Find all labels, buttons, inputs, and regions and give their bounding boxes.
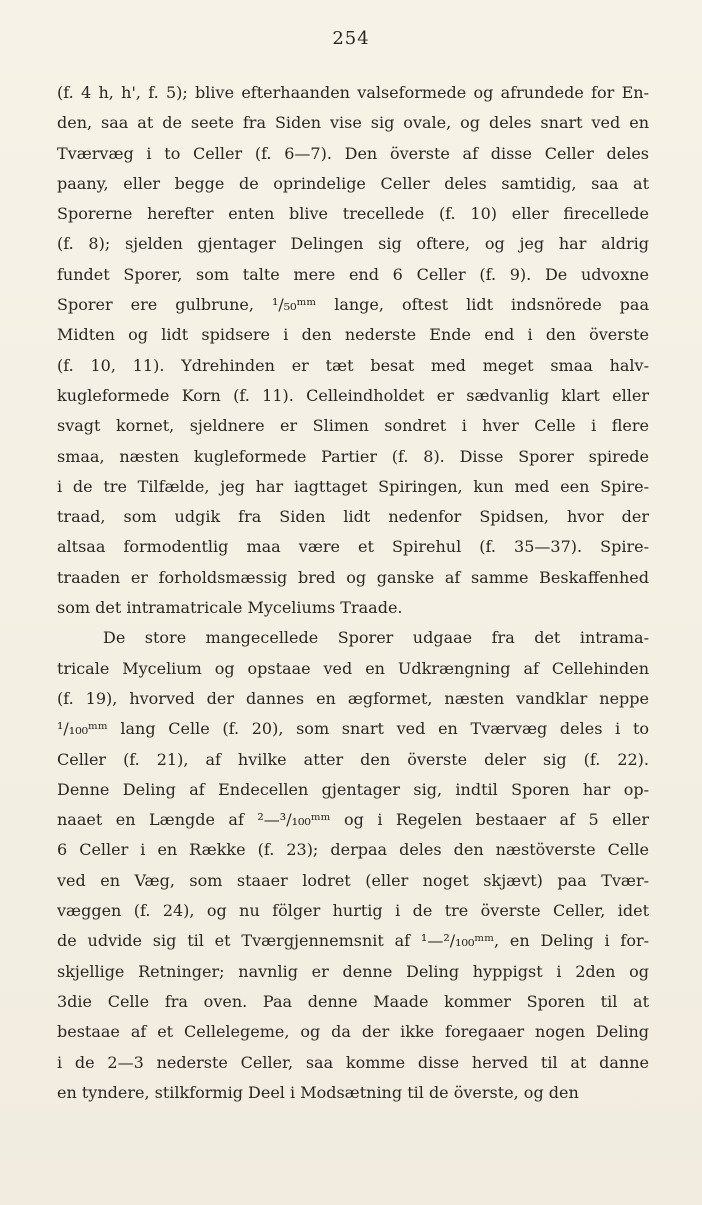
- text-line: Midten og lidt spidsere i den nederste Ende end i den överste: [57, 325, 649, 345]
- text-line: som det intramatricale Myceliums Traade.: [57, 598, 403, 618]
- text-line: Tværvæg i to Celler (f. 6—7). Den överste af disse Celler deles: [57, 143, 649, 163]
- text-line: i de 2—3 nederste Celler, saa komme disse herved til at danne: [57, 1052, 649, 1072]
- text-line: skjellige Retninger; navnlig er denne Deling hyppigst i 2den og: [57, 961, 649, 981]
- text-line: Sporer ere gulbrune, ¹/₅₀ᵐᵐ lange, oftest lidt indsnörede paa: [57, 295, 649, 315]
- text-line: (f. 19), hvorved der dannes en ægformet, næsten vandklar neppe: [57, 688, 649, 708]
- text-line: tricale Mycelium og opstaae ved en Udkrængning af Cellehinden: [57, 658, 649, 678]
- text-line: Denne Deling af Endecellen gjentager sig, indtil Sporen har op-: [57, 779, 649, 799]
- text-line: (f. 8); sjelden gjentager Delingen sig oftere, og jeg har aldrig: [57, 234, 649, 254]
- text-line: traaden er forholdsmæssig bred og ganske af samme Beskaffenhed: [57, 567, 649, 587]
- text-line: ¹/₁₀₀ᵐᵐ lang Celle (f. 20), som snart ved en Tværvæg deles i to: [57, 719, 649, 739]
- text-line: den, saa at de seete fra Siden vise sig ovale, og deles snart ved en: [57, 113, 649, 133]
- text-line: svagt kornet, sjeldnere er Slimen sondret i hver Celle i flere: [57, 416, 649, 436]
- text-line: (f. 4 h, h', f. 5); blive efterhaanden valseformede og afrundede for En-: [57, 83, 649, 102]
- text-line: 6 Celler i en Række (f. 23); derpaa deles den næstöverste Celle: [57, 840, 649, 860]
- text-line: en tyndere, stilkformig Deel i Modsætning til de överste, og den: [57, 1082, 579, 1102]
- text-line: Celler (f. 21), af hvilke atter den överste deler sig (f. 22).: [57, 749, 649, 769]
- text-line: De store mangecellede Sporer udgaae fra det intrama-: [103, 628, 649, 648]
- text-line: de udvide sig til et Tværgjennemsnit af ¹—²/₁₀₀ᵐᵐ, en Deling i for-: [57, 931, 649, 951]
- text-line: traad, som udgik fra Siden lidt nedenfor Spidsen, hvor der: [57, 507, 649, 527]
- text-line: væggen (f. 24), og nu fölger hurtig i de tre överste Celler, idet: [57, 901, 649, 921]
- text-line: altsaa formodentlig maa være et Spirehul (f. 35—37). Spire-: [57, 537, 649, 557]
- text-line: kugleformede Korn (f. 11). Celleindholdet er sædvanlig klart eller: [57, 385, 649, 405]
- page-number: 254: [332, 28, 370, 49]
- text-line: bestaae af et Cellelegeme, og da der ikke foregaaer nogen Deling: [57, 1022, 649, 1042]
- body-text: [57, 78, 649, 1108]
- text-line: 3die Celle fra oven. Paa denne Maade kommer Sporen til at: [57, 991, 649, 1011]
- text-line: (f. 10, 11). Ydrehinden er tæt besat med meget smaa halv-: [57, 355, 649, 375]
- text-line: Sporerne herefter enten blive trecellede (f. 10) eller firecellede: [57, 204, 649, 224]
- text-line: paany, eller begge de oprindelige Celler deles samtidig, saa at: [57, 173, 649, 193]
- text-line: naaet en Længde af ²—³/₁₀₀ᵐᵐ og i Regelen bestaaer af 5 eller: [57, 810, 649, 830]
- text-line: ved en Væg, som staaer lodret (eller noget skjævt) paa Tvær-: [57, 870, 649, 890]
- text-line: fundet Sporer, som talte mere end 6 Celler (f. 9). De udvoxne: [57, 264, 649, 284]
- text-line: smaa, næsten kugleformede Partier (f. 8). Disse Sporer spirede: [57, 446, 649, 466]
- text-line: i de tre Tilfælde, jeg har iagttaget Spiringen, kun med een Spire-: [57, 476, 649, 496]
